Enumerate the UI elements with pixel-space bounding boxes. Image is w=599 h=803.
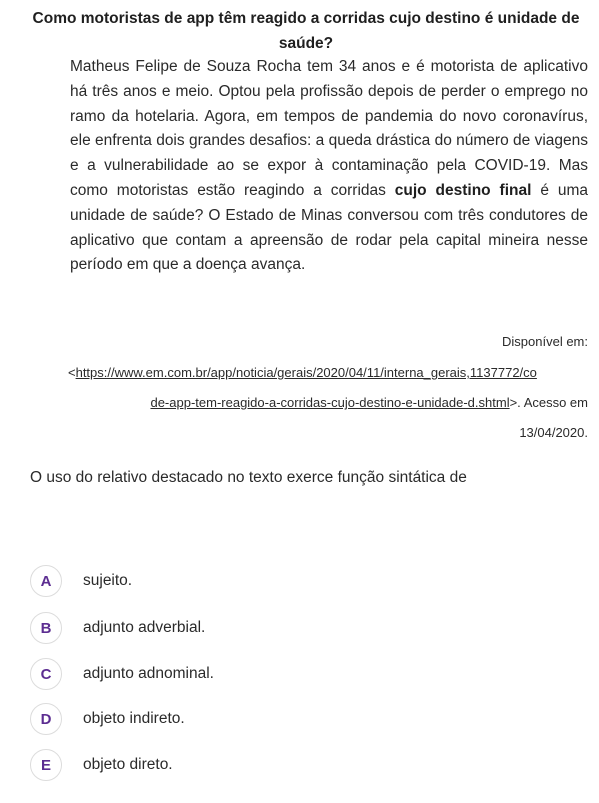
option-letter-b: B	[30, 612, 62, 644]
passage-text	[70, 55, 588, 278]
question-title: Como motoristas de app têm reagido a corridas cujo destino é unidade de saúde?	[32, 10, 580, 52]
option-c[interactable]	[30, 657, 430, 691]
option-text-e: objeto direto.	[83, 756, 173, 773]
option-letter-e: E	[30, 749, 62, 781]
option-d[interactable]	[30, 702, 430, 736]
option-b[interactable]	[30, 611, 430, 645]
option-e[interactable]	[30, 748, 430, 782]
source-link-part-1[interactable]: https://www.em.com.br/app/noticia/gerais/2020/04/11/interna_gerais,1137772/co	[75, 365, 537, 380]
passage-text-after: é uma unidade de saúde? O Estado de Minas conversou com três condutores de aplicativo que contam a apreensão de rodar pela capital mineira nesse período em que a doença avança.	[70, 181, 588, 274]
source-link-part-2[interactable]: de-app-tem-reagido-a-corridas-cujo-destino-e-unidade-d.shtml	[150, 395, 510, 410]
option-a[interactable]	[30, 564, 430, 598]
option-text-a: sujeito.	[83, 572, 133, 589]
source-url-line-1: <https://www.em.com.br/app/noticia/gerais/2020/04/11/interna_gerais,1137772/co	[68, 365, 537, 380]
question-prompt: O uso do relativo destacado no texto exerce função sintática de	[30, 469, 467, 486]
option-letter-c: C	[30, 658, 62, 690]
passage-text-before: Matheus Felipe de Souza Rocha tem 34 anos e é motorista de aplicativo há três anos e meio. Optou pela profissão depois de perder o emprego no ramo da hotelaria. Agora, em tempos de pandemia do novo coronavírus, ele enfrenta dois grandes desafios: a queda drástica do número de viagens e a vulnerabilidade ao se expor à contaminação pela COVID-19. Mas como motoristas estão reagindo a corridas	[70, 58, 588, 199]
option-letter-d: D	[30, 703, 62, 735]
source-access-date: 13/04/2020.	[519, 425, 588, 440]
option-text-d: objeto indireto.	[83, 710, 185, 727]
highlighted-relative: cujo destino final	[394, 181, 532, 199]
option-text-b: adjunto adverbial.	[83, 619, 206, 636]
option-letter-a: A	[30, 565, 62, 597]
source-url-line-2: de-app-tem-reagido-a-corridas-cujo-destino-e-unidade-d.shtml>. Acesso em	[150, 395, 588, 410]
option-text-c: adjunto adnominal.	[83, 665, 214, 682]
source-label: Disponível em:	[502, 334, 588, 349]
